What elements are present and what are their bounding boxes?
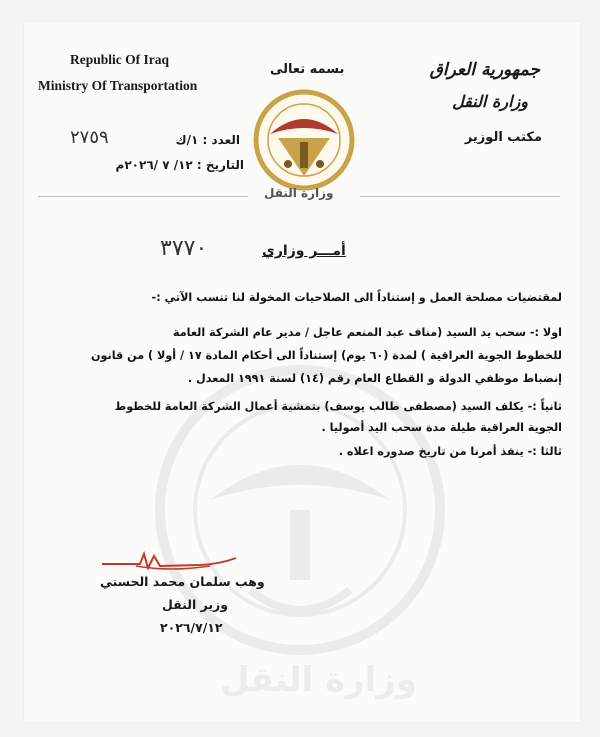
header-en-country: Republic Of Iraq [70, 52, 170, 67]
body-first-line-3: إنضباط موظفي الدولة و القطاع العام رقم (١٤) لسنة ١٩٩١ المعدل . [187, 372, 562, 385]
minister-signature [100, 546, 240, 576]
body-second-line-2: الجوية العراقية طيلة مدة سحب اليد أصوليا . [321, 421, 562, 434]
body-second-line-1: ثانياً :- يكلف السيد (مصطفى طالب يوسف) بتمشية أعمال الشركة العامة للخطوط [114, 400, 562, 413]
seal-caption: وزارة النقل [264, 186, 334, 200]
signature-date: ٢٠٢٦/٧/١٢ [160, 620, 223, 635]
header-en-ministry: Ministry Of Transportation [38, 78, 198, 93]
body-first-line-2: للخطوط الجوية العراقية ) لمدة (٦٠ يوم) إستناداً الى أحكام المادة ١٧ / أولا ) من قانون [90, 349, 562, 362]
order-number: ٣٧٧٠ [160, 236, 208, 261]
number-value: ٢٧٥٩ [70, 127, 109, 148]
signature-name: وهب سلمان محمد الحسني [100, 574, 265, 589]
header-ar-office: مكتب الوزير [464, 130, 542, 145]
basmala: بسمه تعالى [270, 62, 345, 77]
body-first-line-1: اولا :- سحب يد السيد (مناف عبد المنعم عاجل / مدير عام الشركة العامة [172, 326, 562, 339]
date-label: التاريخ : ١٢/ ٧ /٢٠٢٦م [115, 158, 244, 172]
header-divider [38, 196, 248, 197]
number-label: العدد : ١/ك [175, 133, 240, 147]
header-divider-right [360, 196, 560, 197]
watermark-caption: وزارة النقل [220, 660, 417, 700]
signature-title: وزير النقل [162, 597, 229, 612]
header-ar-ministry: وزارة النقل [452, 92, 528, 111]
order-title: أمـــر وزاري [262, 243, 346, 259]
body-third: ثالثا :- ينفذ أمرنا من تاريخ صدوره اعلاه . [338, 445, 562, 458]
ministry-seal-logo [238, 86, 370, 202]
body-intro: لمقتضيات مصلحة العمل و إستناداً الى الصلاحيات المخولة لنا تنسب الآتي :- [151, 291, 562, 304]
header-ar-country: جمهورية العراق [429, 60, 540, 80]
